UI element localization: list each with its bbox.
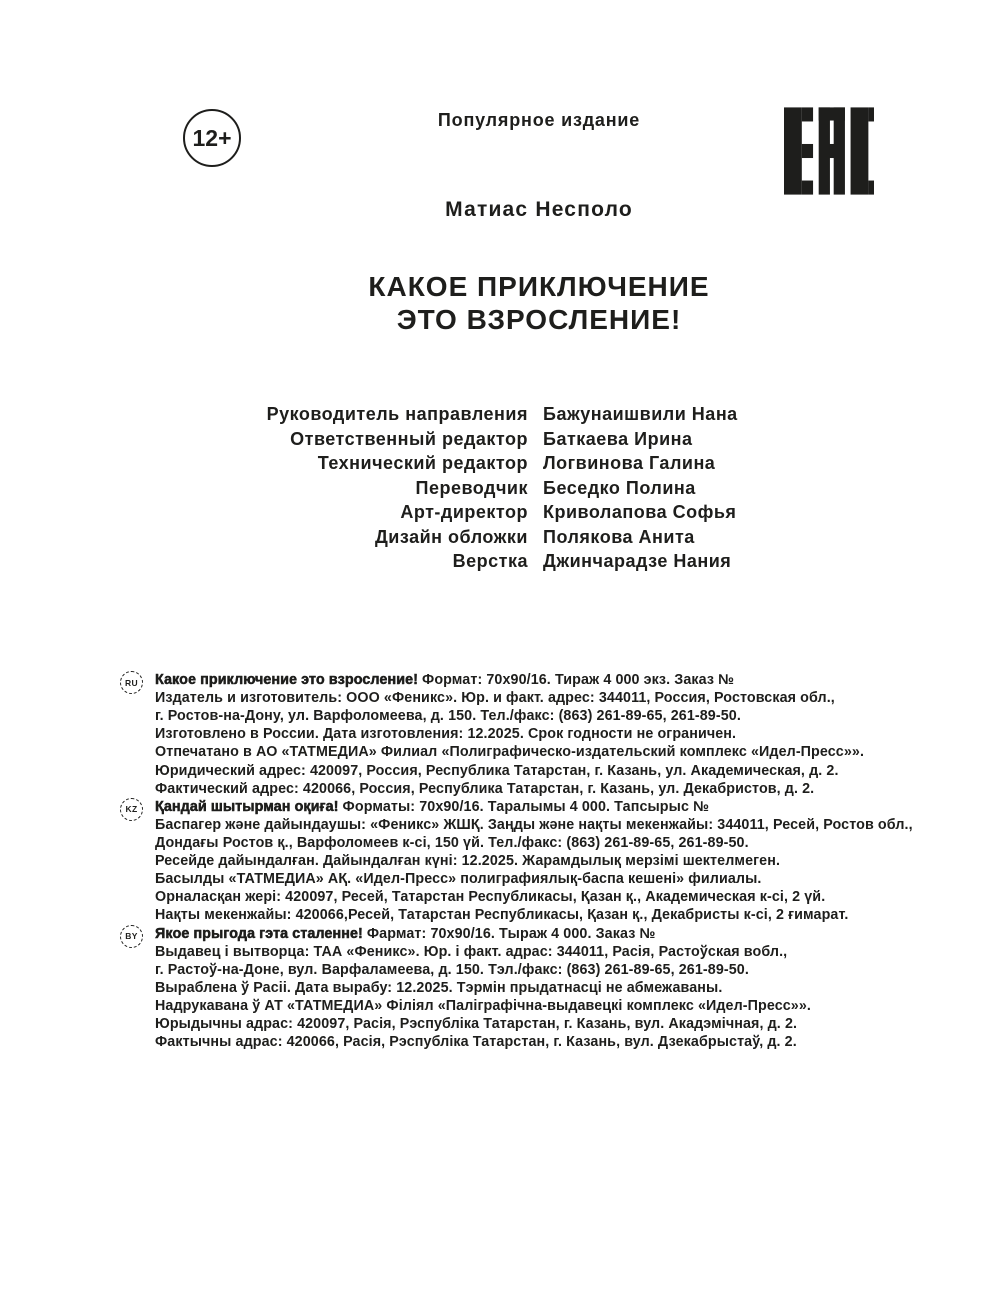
imprint-line: Отпечатано в АО «ТАТМЕДИА» Филиал «Полиграфическо-издательский комплекс «Идел-Пресс»». xyxy=(155,744,865,761)
credit-row xyxy=(78,502,938,527)
credit-name: Беседко Полина xyxy=(543,477,696,498)
imprint-line: Басылды «ТАТМЕДИА» АҚ. «Идел-Пресс» полиграфиялық-баспа кешені» филиалы. xyxy=(155,871,762,888)
credit-row xyxy=(78,453,938,478)
credits-table xyxy=(78,404,938,576)
credit-role: Технический редактор xyxy=(317,453,528,473)
credit-role: Руководитель направления xyxy=(266,404,528,424)
imprint-line: Выраблена ў Расіі. Дата вырабу: 12.2025. Тэрмін прыдатнасці не абмежаваны. xyxy=(155,979,723,996)
imprint-line: Нақты мекенжайы: 420066,Ресей, Татарстан Республикасы, Қазан қ., Декабристы к-сі, 2 ғимарат. xyxy=(155,907,849,924)
imprint-line: Надрукавана ў АТ «ТАТМЕДИА» Філіял «Паліграфічна-выдавецкі комплекс «Идел-Пресс»». xyxy=(155,997,811,1014)
imprint-book-title: Якое прыгода гэта сталенне! xyxy=(155,925,363,942)
credit-row xyxy=(78,527,938,552)
imprint-block-by xyxy=(125,925,913,1052)
imprint-book-title: Какое приключение это взросление! xyxy=(155,672,418,688)
credit-name: Баткаева Ирина xyxy=(543,428,693,449)
credit-row xyxy=(78,429,938,454)
imprint-line: Баспагер және дайындаушы: «Феникс» ЖШҚ. Заңды және нақты мекенжайы: 344011, Ресей, Ростов обл., xyxy=(155,816,913,833)
author-name: Матиас Несполо xyxy=(445,198,633,221)
credit-role: Арт-директор xyxy=(400,502,528,522)
imprint-line: Юрыдычны адрас: 420097, Расія, Рэспубліка Татарстан, г. Казань, вул. Акадэмічная, д. 2. xyxy=(155,1016,798,1033)
credit-row xyxy=(78,404,938,429)
book-title-line-2: ЭТО ВЗРОСЛЕНИЕ! xyxy=(396,304,682,335)
credit-name: Бажунаишвили Нана xyxy=(543,404,738,424)
imprint-line: Фактычны адрас: 420066, Расія, Рэспубліка Татарстан, г. Казань, вул. Дзекабрыстаў, д. 2. xyxy=(155,1034,797,1051)
imprint-lead-line xyxy=(155,671,913,689)
imprint-lead-rest: Формат: 70х90/16. Тираж 4 000 экз. Заказ № xyxy=(417,672,735,688)
credit-role: Переводчик xyxy=(415,477,528,498)
credit-row xyxy=(78,478,938,503)
imprint-lead-rest: Форматы: 70х90/16. Таралымы 4 000. Тапсырыс № xyxy=(338,798,710,815)
imprint-line: Издатель и изготовитель: ООО «Феникс». Юр. и факт. адрес: 344011, Россия, Ростовская обл., xyxy=(155,690,835,707)
lang-badge-ru-icon: RU xyxy=(120,671,143,694)
lang-badge-by-icon: BY xyxy=(120,925,143,948)
imprint-line: Дондағы Ростов қ., Варфоломеев к-сі, 150 үй. Тел./факс: (863) 261-89-65, 261-89-50. xyxy=(155,834,749,851)
imprint-line: Изготовлено в России. Дата изготовления: 12.2025. Срок годности не ограничен. xyxy=(155,726,737,743)
imprint-line: Фактический адрес: 420066, Россия, Республика Татарстан, г. Казань, ул. Декабристов, д. 2. xyxy=(155,780,815,797)
credit-name: Полякова Анита xyxy=(543,526,695,547)
imprint-line: Выдавец і вытворца: ТАА «Феникс». Юр. і факт. адрас: 344011, Расія, Растоўская вобл., xyxy=(155,943,788,960)
age-rating-label: 12+ xyxy=(192,124,232,151)
imprint-section xyxy=(125,671,913,1051)
credit-role: Верстка xyxy=(452,551,528,571)
imprint-line: Орналасқан жері: 420097, Ресей, Татарстан Республикасы, Қазан қ., Академическая к-сі, 2 үй. xyxy=(155,889,826,906)
credit-row xyxy=(78,551,938,576)
credit-name: Джинчарадзе Нания xyxy=(543,551,732,571)
imprint-lead-line xyxy=(155,925,913,943)
imprint-lead-rest: Фармат: 70х90/16. Тыраж 4 000. Заказ № xyxy=(362,925,656,942)
book-title-line-1: КАКОЕ ПРИКЛЮЧЕНИЕ xyxy=(368,271,710,302)
imprint-line: Ресейде дайындалған. Дайындалған күні: 12.2025. Жарамдылық мерзімі шектелмеген. xyxy=(155,853,781,870)
book-title xyxy=(78,270,1000,336)
lang-badge-kz-icon: KZ xyxy=(120,798,143,821)
imprint-lead-line xyxy=(155,798,913,816)
edition-note: Популярное издание xyxy=(437,110,641,130)
imprint-line: Юридический адрес: 420097, Россия, Республика Татарстан, г. Казань, ул. Академическая, д. 2. xyxy=(155,762,839,779)
imprint-line: г. Ростов-на-Дону, ул. Варфоломеева, д. 150. Тел./факс: (863) 261-89-65, 261-89-50. xyxy=(155,708,741,725)
imprint-block-kz xyxy=(125,798,913,925)
credit-name: Логвинова Галина xyxy=(543,453,716,473)
credit-role: Ответственный редактор xyxy=(290,428,528,449)
imprint-book-title: Қандай шытырман оқиға! xyxy=(155,798,339,815)
imprint-block-ru xyxy=(125,671,913,798)
credit-name: Криволапова Софья xyxy=(543,502,737,522)
imprint-line: г. Растоў-на-Доне, вул. Варфаламеева, д. 150. Тэл./факс: (863) 261-89-65, 261-89-50. xyxy=(155,961,749,978)
credit-role: Дизайн обложки xyxy=(374,526,528,547)
